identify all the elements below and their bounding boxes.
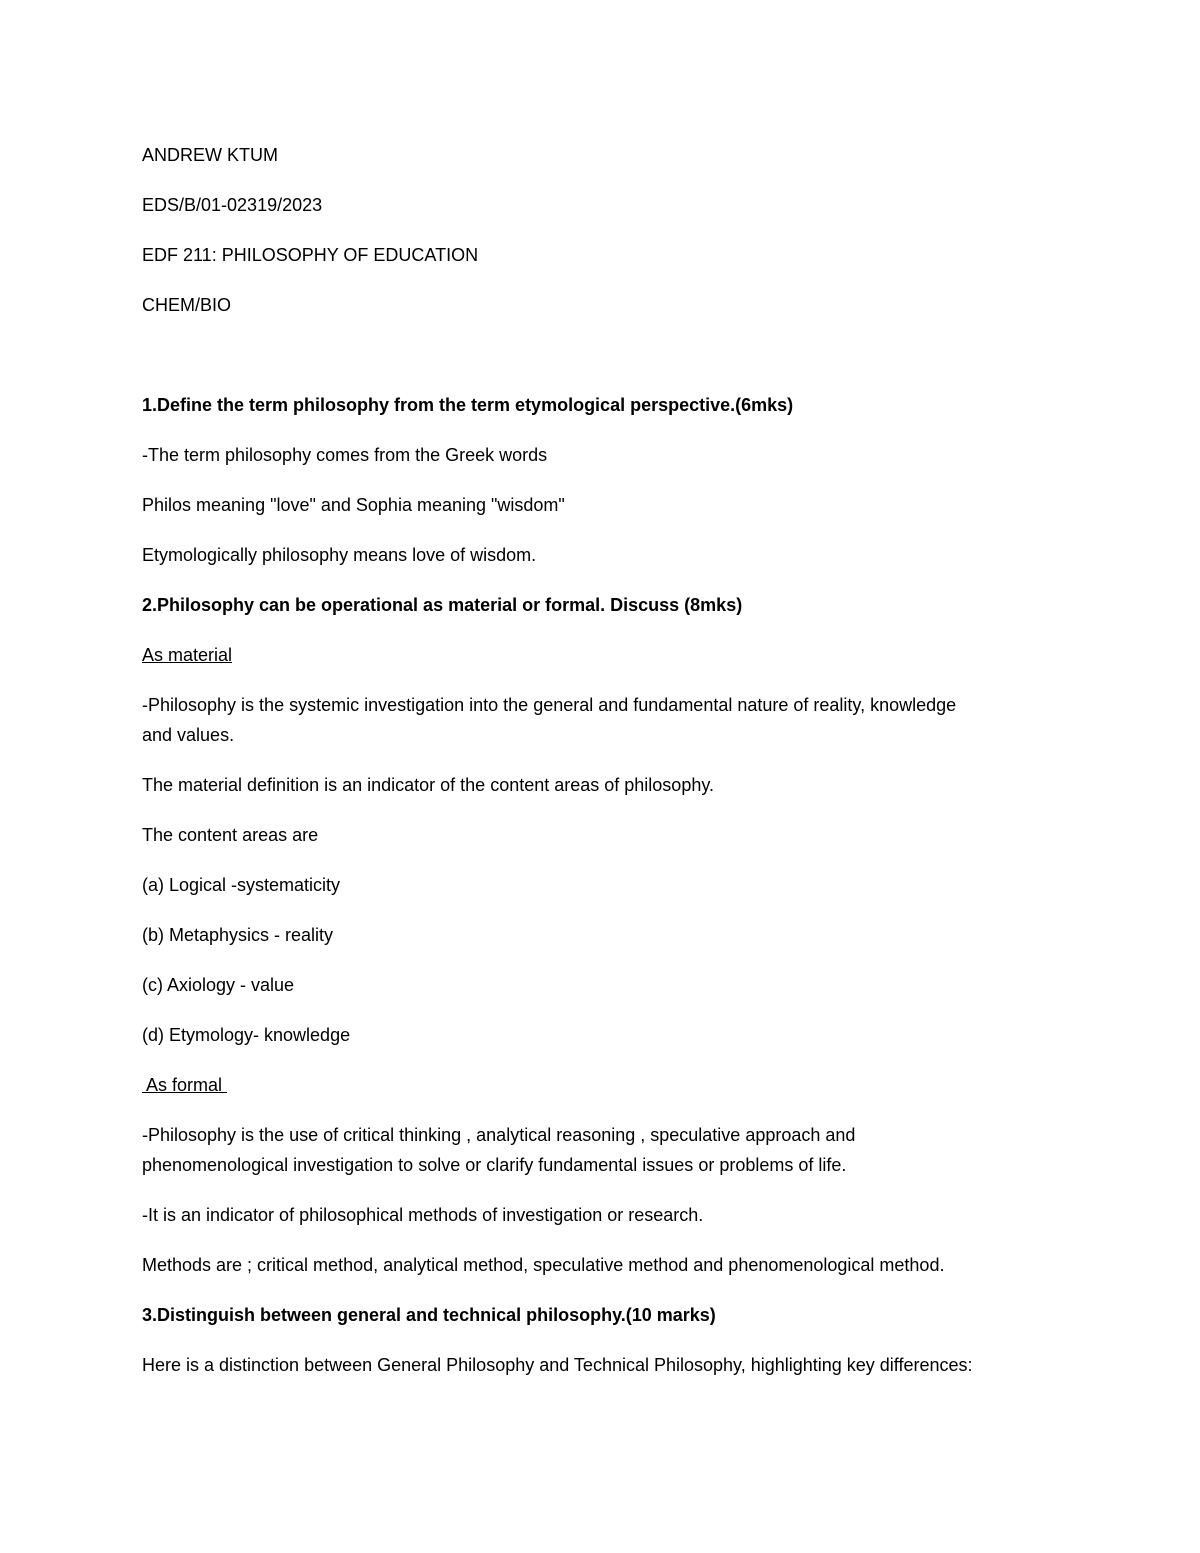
formal-heading: As formal <box>142 1075 228 1095</box>
material-indicator: The material definition is an indicator of the content areas of philosophy. <box>142 775 715 795</box>
content-area-item: (d) Etymology- knowledge <box>142 1025 351 1045</box>
q1-answer-line: -The term philosophy comes from the Greek words <box>142 445 548 465</box>
question-2-title: 2.Philosophy can be operational as material or formal. Discuss (8mks) <box>142 595 743 615</box>
content-areas-intro: The content areas are <box>142 825 319 845</box>
material-definition-line-1: -Philosophy is the systemic investigation into the general and fundamental nature of reality, knowledge <box>142 695 957 715</box>
material-definition-line-2: and values. <box>142 725 235 745</box>
q1-answer-line: Etymologically philosophy means love of wisdom. <box>142 545 537 565</box>
subject-combination: CHEM/BIO <box>142 295 232 315</box>
formal-definition-line-1: -Philosophy is the use of critical thinking , analytical reasoning , speculative approach and <box>142 1125 856 1145</box>
methods-list: Methods are ; critical method, analytical method, speculative method and phenomenological method. <box>142 1255 945 1275</box>
q3-intro: Here is a distinction between General Philosophy and Technical Philosophy, highlighting key differences: <box>142 1355 973 1375</box>
content-area-item: (a) Logical -systematicity <box>142 875 341 895</box>
material-heading: As material <box>142 645 233 665</box>
question-3-title: 3.Distinguish between general and technical philosophy.(10 marks) <box>142 1305 716 1325</box>
content-area-item: (c) Axiology - value <box>142 975 295 995</box>
q1-answer-line: Philos meaning "love" and Sophia meaning "wisdom" <box>142 495 565 515</box>
formal-definition-line-2: phenomenological investigation to solve or clarify fundamental issues or problems of life. <box>142 1155 847 1175</box>
question-1-title: 1.Define the term philosophy from the term etymological perspective.(6mks) <box>142 395 794 415</box>
course-title: EDF 211: PHILOSOPHY OF EDUCATION <box>142 245 479 265</box>
student-name: ANDREW KTUM <box>142 145 278 165</box>
content-area-item: (b) Metaphysics - reality <box>142 925 334 945</box>
formal-indicator: -It is an indicator of philosophical methods of investigation or research. <box>142 1205 704 1225</box>
registration-number: EDS/B/01-02319/2023 <box>142 195 323 215</box>
